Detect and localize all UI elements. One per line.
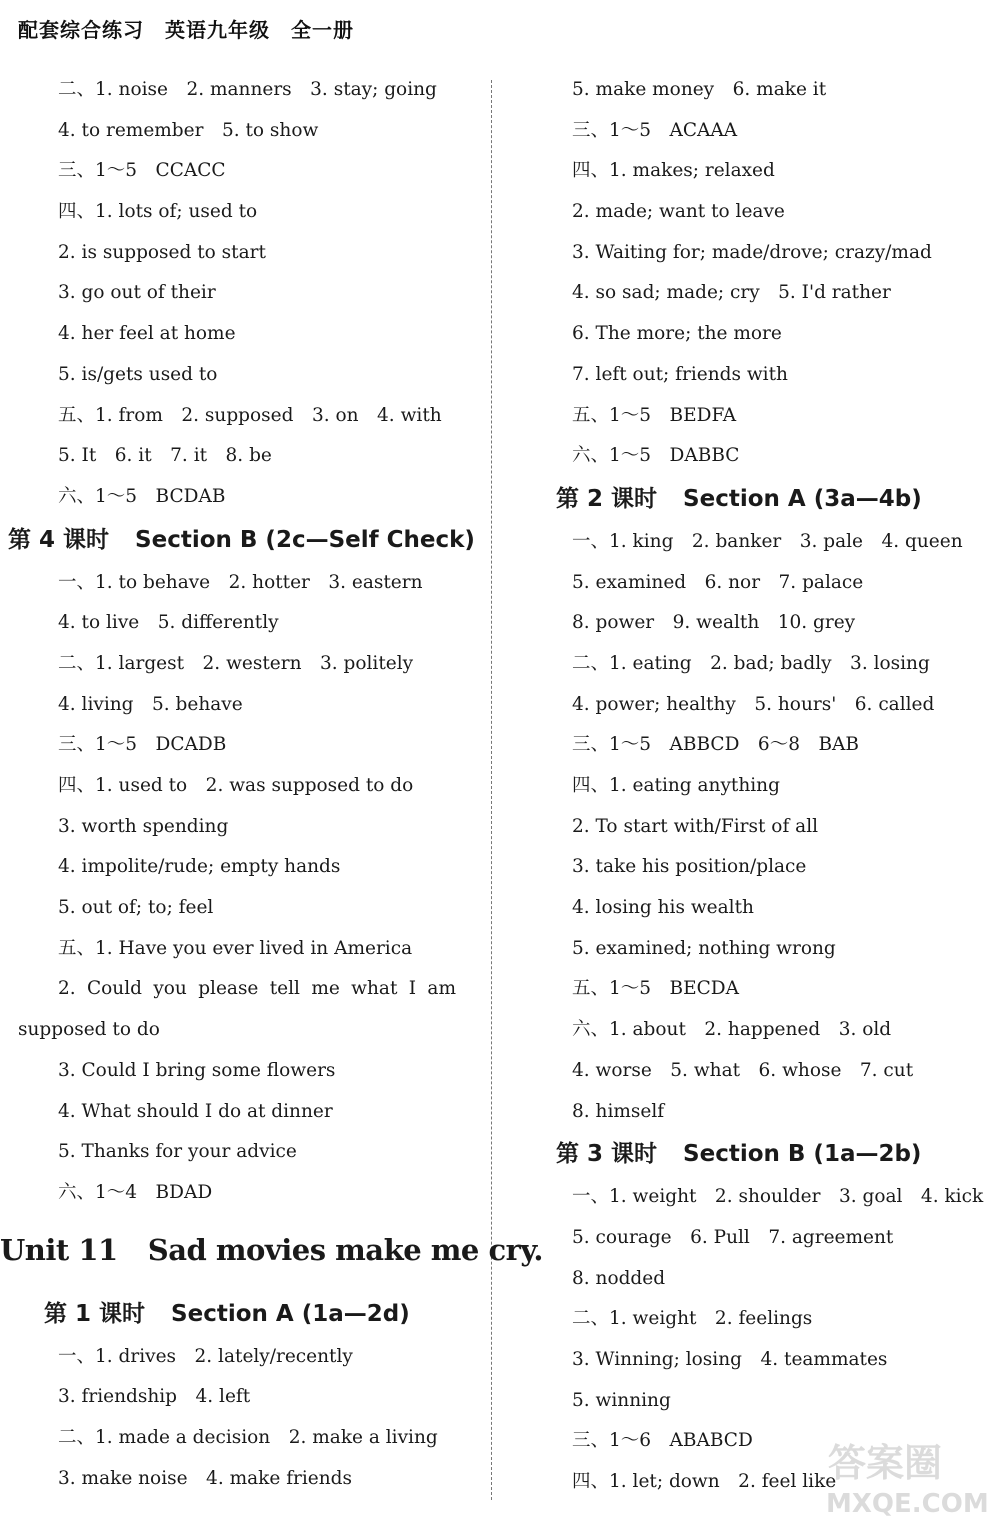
answer-line: 四、1. makes; relaxed — [572, 160, 775, 182]
page-header: 配套综合练习 英语九年级 全一册 — [18, 18, 354, 42]
answer-line: 5. is/gets used to — [58, 363, 218, 385]
watermark-logo-icon — [818, 1430, 998, 1520]
answer-line: 3. make noise 4. make friends — [58, 1467, 353, 1489]
answer-line: 5. examined; nothing wrong — [572, 937, 836, 959]
unit-title: Sad movies make me cry. — [147, 1232, 544, 1267]
answer-line: 四、1. eating anything — [572, 775, 780, 796]
answer-line: 4. What should I do at dinner — [58, 1100, 333, 1122]
left-column — [0, 70, 544, 1499]
answer-line: 3. worth spending — [58, 815, 229, 837]
watermark-text: 答案圈 — [828, 1441, 943, 1485]
unit-number: Unit 11 — [0, 1232, 118, 1267]
lesson-number: 第 2 课时 — [556, 485, 658, 512]
answer-line: 四、1. lots of; used to — [58, 201, 258, 223]
lesson-heading — [0, 518, 480, 563]
answer-line: 4. so sad; made; cry 5. I'd rather — [572, 282, 891, 304]
answer-line: 2. is supposed to start — [58, 241, 266, 263]
answer-line: 7. left out; friends with — [572, 363, 788, 385]
watermark-subtext: MXQE.COM — [826, 1489, 989, 1519]
answer-line: 8. himself — [572, 1100, 665, 1122]
section-range: Section A (3a—4b) — [683, 485, 922, 512]
answer-line: 一、1. to behave 2. hotter 3. eastern — [58, 571, 423, 593]
answer-line: 三、1～5 ABBCD 6～8 BAB — [572, 734, 860, 756]
answer-line: 2. To start with/First of all — [572, 815, 819, 837]
answer-line: 5. make money 6. make it — [572, 79, 827, 100]
answer-line: 六、1～5 DABBC — [572, 445, 740, 467]
answer-line: 四、1. used to 2. was supposed to do — [58, 775, 414, 796]
answer-line: 三、1～6 ABABCD — [572, 1430, 753, 1452]
answer-line: 6. The more; the more — [572, 323, 782, 345]
answer-line: 四、1. let; down 2. feel like — [572, 1471, 837, 1492]
answer-line: 8. nodded — [572, 1267, 666, 1289]
answer-line: 二、1. made a decision 2. make a living — [58, 1426, 438, 1448]
answer-line: 一、1. king 2. banker 3. pale 4. queen — [572, 530, 963, 552]
answer-line: 8. power 9. wealth 10. grey — [572, 612, 856, 634]
unit-heading — [0, 1214, 544, 1292]
answer-line: 3. friendship 4. left — [58, 1386, 251, 1408]
lesson-heading — [0, 1292, 480, 1337]
answer-line: 二、1. eating 2. bad; badly 3. losing — [572, 652, 930, 674]
answer-line: 5. out of; to; feel — [58, 897, 214, 919]
answer-line: 二、1. noise 2. manners 3. stay; going — [58, 79, 437, 100]
answer-line: 二、1. weight 2. feelings — [572, 1308, 813, 1330]
answer-line: 3. Waiting for; made/drove; crazy/mad — [572, 241, 932, 263]
answer-line: 一、1. weight 2. shoulder 3. goal 4. kick — [572, 1186, 984, 1208]
right-column — [500, 70, 1000, 1503]
answer-line: 五、1～5 BEDFA — [572, 404, 737, 426]
lesson-number: 第 4 课时 — [8, 526, 110, 553]
answer-line: 3. take his position/place — [572, 856, 807, 878]
answer-line: 五、1. from 2. supposed 3. on 4. with — [58, 404, 442, 426]
answer-line: supposed to do — [18, 1019, 160, 1041]
column-divider — [491, 80, 492, 1500]
section-range: Section B (2c—Self Check) — [135, 526, 475, 553]
answer-line: 4. worse 5. what 6. whose 7. cut — [572, 1059, 914, 1081]
answer-line: 一、1. drives 2. lately/recently — [58, 1345, 353, 1367]
answer-line: 4. to remember 5. to show — [58, 119, 319, 141]
answer-line: 5. It 6. it 7. it 8. be — [58, 445, 272, 467]
lesson-heading — [500, 477, 1000, 522]
answer-line: 3. go out of their — [58, 282, 216, 304]
answer-line: 2. made; want to leave — [572, 201, 785, 223]
answer-line: 4. impolite/rude; empty hands — [58, 856, 341, 878]
answer-line: 2. Could you please tell me what I am — [58, 978, 456, 1000]
answer-line: 4. power; healthy 5. hours' 6. called — [572, 693, 935, 715]
answer-line: 5. winning — [572, 1389, 671, 1411]
answer-line: 三、1～5 CCACC — [58, 160, 226, 182]
lesson-heading — [500, 1132, 1000, 1177]
answer-line: 4. losing his wealth — [572, 897, 754, 919]
answer-line: 二、1. largest 2. western 3. politely — [58, 652, 414, 674]
answer-line: 三、1～5 DCADB — [58, 734, 227, 756]
answer-line: 三、1～5 ACAAA — [572, 119, 738, 141]
section-range: Section A (1a—2d) — [171, 1300, 410, 1327]
answer-line: 六、1～4 BDAD — [58, 1181, 213, 1203]
answer-line: 4. living 5. behave — [58, 693, 243, 715]
section-range: Section B (1a—2b) — [683, 1141, 922, 1168]
answer-line: 4. to live 5. differently — [58, 612, 279, 634]
answer-line: 六、1～5 BCDAB — [58, 485, 226, 507]
answer-line: 5. examined 6. nor 7. palace — [572, 571, 864, 593]
answer-line: 5. courage 6. Pull 7. agreement — [572, 1226, 894, 1248]
answer-line: 5. Thanks for your advice — [58, 1141, 297, 1163]
answer-line: 六、1. about 2. happened 3. old — [572, 1019, 892, 1041]
answer-line: 五、1～5 BECDA — [572, 978, 739, 1000]
answer-line: 五、1. Have you ever lived in America — [58, 937, 413, 959]
lesson-number: 第 3 课时 — [556, 1141, 658, 1168]
answer-line: 3. Winning; losing 4. teammates — [572, 1348, 888, 1370]
answer-line: 4. her feel at home — [58, 323, 236, 345]
answer-line: 3. Could I bring some flowers — [58, 1059, 336, 1081]
lesson-number: 第 1 课时 — [44, 1300, 146, 1327]
